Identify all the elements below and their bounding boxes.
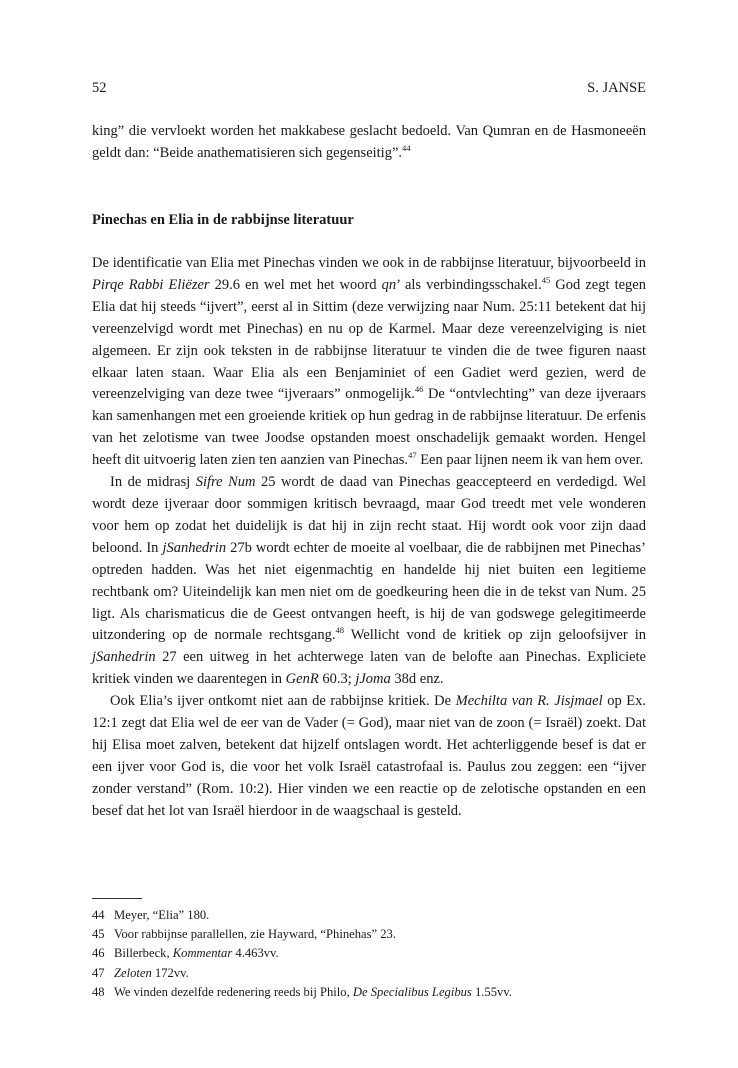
- text-run: 25 wordt de daad van Pinechas geaccepteerd en verdedigd. Wel wordt deze ijveraar door sommigen kritisch bevraagd, maar God treedt met vele wonderen voor hem op zodat het duidelijk is dat hij in zijn recht staat. Hij wordt ook voor zijn daad beloond. In: [92, 474, 646, 556]
- text-run: op Ex. 12:1 zegt dat Elia wel de eer van de Vader (= God), maar niet van de zoon (= Israël) zoekt. Dat hij Elisa moet zalven, betekent dat hijzelf ontslagen wordt. Het achterliggende besef is dat er een ijver voor God is, die voor het volk Israël catastrofaal is. Paulus zou zeggen: een “ijver zonder verstand” (Rom. 10:2). Hier vinden we een reactie op de zelotische opstanden en een besef dat het lot van Israël hierdoor in de waagschaal is gesteld.: [92, 693, 647, 819]
- footnote-number: 44: [92, 908, 105, 922]
- footnote-number: 47: [92, 965, 105, 980]
- page-number: 52: [92, 80, 107, 96]
- text-run: Een paar lijnen neem ik van hem over.: [416, 452, 644, 469]
- work-title: jSanhedrin: [162, 539, 227, 556]
- work-title: Kommentar: [172, 946, 233, 961]
- text-run: God zegt tegen Elia dat hij steeds “ijvert”, eerst al in Sittim (deze verwijzing naar Num. 25:11 betekent dat hij vereenzelvigd wordt met Pinechas) en nu op de Karmel. Maar deze vereenzelviging is niet algemeen. Er zijn ook teksten in de rabbijnse literatuur te vinden die de twee figuren naast elkaar laten staan. Waar Elia als een Benjaminiet of een Gadiet werd gezien, werd de vereenzelviging van deze twee “ijveraars” onmogelijk.: [92, 276, 646, 403]
- footnote-number: 48: [92, 984, 105, 999]
- footnote-separator: [92, 898, 142, 899]
- paragraph-3: [92, 691, 646, 822]
- section-heading: Pinechas en Elia in de rabbijnse literatuur: [92, 212, 354, 228]
- work-title: Zeloten: [114, 965, 152, 980]
- text-run: Wellicht vond de kritiek op zijn geloofsijver in: [344, 627, 646, 644]
- text-run: Ook Elia’s ijver ontkomt niet aan de rabbijnse kritiek. De: [110, 693, 456, 710]
- text-run: king” die vervloekt worden het makkabese geslacht bedoeld. Van Qumran en de Hasmoneeën geldt dan: “Beide anathematisieren sich gegenseitig”.: [92, 123, 646, 161]
- work-title: GenR: [285, 671, 319, 688]
- footnote-number: 46: [92, 946, 105, 961]
- running-header: [92, 78, 646, 98]
- text-run: De “ontvlechting” van deze ijveraars kan samenhangen met een groeiende kritiek op hun gedrag in de rabbijnse literatuur. De erfenis van het zelotisme van twee Joodse opstanden moest onschadelijk gemaakt worden. Hengel heeft dit uitvoerig laten zien ten aanzien van Pinechas.: [92, 386, 646, 469]
- carryover-paragraph: [92, 121, 646, 165]
- text-run: ’ als verbindingsschakel.: [396, 276, 542, 293]
- hebrew-term: qn: [381, 276, 397, 293]
- text-run: 27 een uitweg in het achterwege laten van de belofte aan Pinechas. Expliciete kritiek vinden we daarentegen in: [92, 649, 646, 688]
- footnote-ref: 47: [408, 450, 417, 461]
- footnote-text: [114, 964, 189, 983]
- work-title: De Specialibus Legibus: [352, 984, 472, 999]
- running-author: S. JANSE: [587, 80, 646, 96]
- footnote-ref: 46: [414, 384, 424, 395]
- work-title: Sifre Num: [195, 474, 256, 491]
- work-title: Mechilta van R. Jisjmael: [455, 693, 603, 710]
- text-run: 1.55vv.: [471, 984, 512, 999]
- text-run: We vinden dezelfde redenering reeds bij Philo,: [114, 984, 353, 999]
- text-run: 60.3;: [318, 671, 356, 688]
- text-run: Voor rabbijnse parallellen, zie Hayward, “Phinehas” 23.: [114, 927, 396, 942]
- paragraph-1: [92, 253, 646, 472]
- paragraph-2: [92, 472, 646, 691]
- footnote-number: 45: [92, 927, 105, 942]
- footnote-44: [92, 906, 646, 925]
- text-run: Billerbeck,: [114, 946, 173, 961]
- footnotes: [92, 906, 646, 1002]
- text-run: 29.6 en wel met het woord: [209, 276, 382, 293]
- footnote-ref: 44: [402, 142, 411, 153]
- work-title: jSanhedrin: [92, 649, 156, 666]
- footnote-46: [92, 944, 646, 963]
- footnote-48: [92, 983, 646, 1002]
- text-run: De identificatie van Elia met Pinechas vinden we ook in de rabbijnse literatuur, bijvoorbeeld in: [92, 255, 646, 271]
- paragraph-0: [92, 121, 646, 165]
- footnote-ref: 48: [335, 625, 344, 636]
- text-run: Meyer, “Elia” 180.: [114, 908, 210, 922]
- text-run: 172vv.: [151, 965, 189, 980]
- footnote-text: [114, 983, 512, 1002]
- footnote-47: [92, 964, 646, 983]
- footnote-text: [114, 944, 279, 963]
- footnote-text: [114, 925, 396, 944]
- footnote-text: [114, 906, 209, 925]
- work-title: Pirqe Rabbi Eliëzer: [92, 276, 210, 293]
- text-run: 38d enz.: [390, 671, 444, 688]
- text-run: 27b wordt echter de moeite al voelbaar, die de rabbijnen met Pinechas’ optreden hadden. Was het niet eigenmachtig en handelde hij niet buiten een legitieme rechtbank om? Uiteindelijk kan men niet om de goedkeuring heen die in de tekst van Num. 25 ligt. Als charismaticus die de Geest ontvangen heeft, is hij de van godswege gelegitimeerde uitzondering op de normale rechtsgang.: [92, 539, 646, 644]
- main-text: [92, 253, 646, 823]
- work-title: jJoma: [355, 671, 391, 688]
- footnote-ref: 45: [541, 274, 551, 285]
- footnote-45: [92, 925, 646, 944]
- text-run: In de midrasj: [110, 474, 196, 491]
- text-run: 4.463vv.: [232, 946, 279, 961]
